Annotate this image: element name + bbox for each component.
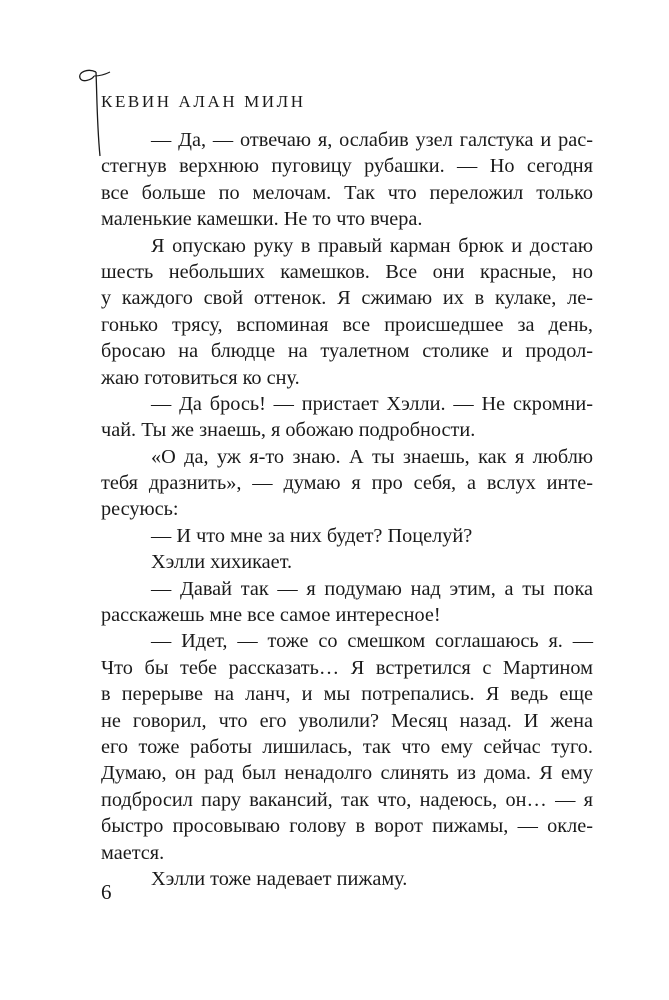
text-line: подбросил пару вакансий, так что, надеюсь, он… — я (101, 788, 593, 811)
text-line: гонько трясу, вспоминая все происшедшее за день, (101, 313, 593, 336)
page-number: 6 (101, 880, 112, 904)
text-line: «О да, уж я-то знаю. А ты знаешь, как я люблю (151, 445, 593, 468)
text-line: — Давай так — я подумаю над этим, а ты пока (151, 577, 593, 600)
text-line: ресуюсь: (101, 498, 179, 521)
text-line: Думаю, он рад был ненадолго слинять из дома. Я ему (101, 762, 593, 785)
text-line: в перерыве на ланч, и мы потрепались. Я ведь еще (101, 683, 593, 706)
text-line: чай. Ты же знаешь, я обожаю подробности. (101, 419, 476, 442)
text-line: его тоже работы лишилась, так что ему сейчас туго. (101, 735, 593, 758)
text-line: Я опускаю руку в правый карман брюк и достаю (151, 234, 593, 257)
text-line: мается. (101, 841, 165, 864)
text-line: — Да брось! — пристает Хэлли. — Не скромни- (151, 392, 593, 415)
text-line: — Идет, — тоже со смешком соглашаюсь я. — (151, 630, 593, 653)
running-header-author: КЕВИН АЛАН МИЛН (101, 92, 306, 111)
text-line: — Да, — отвечаю я, ослабив узел галстука и рас- (151, 129, 593, 151)
text-line: маленькие камешки. Не то что вчера. (101, 208, 423, 231)
text-line: все больше по мелочам. Так что переложил только (101, 181, 593, 204)
text-line: быстро просовываю голову в ворот пижамы, — окле- (101, 815, 593, 838)
text-line: — И что мне за них будет? Поцелуй? (151, 524, 473, 547)
text-line: тебя дразнить», — думаю я про себя, а вслух инте- (101, 472, 593, 495)
text-line: не говорил, что его уволили? Месяц назад. И жена (101, 709, 593, 732)
text-line: жаю готовиться ко сну. (101, 366, 300, 389)
text-line: расскажешь мне все самое интересное! (101, 604, 441, 627)
body-text (101, 127, 593, 892)
text-line: бросаю на блюдце на туалетном столике и продол- (101, 340, 593, 363)
text-line: у каждого свой оттенок. Я сжимаю их в кулаке, ле- (101, 287, 593, 310)
text-line: Что бы тебе рассказать… Я встретился с Мартином (101, 656, 593, 679)
text-line: стегнув верхнюю пуговицу рубашки. — Но сегодня (101, 155, 593, 178)
text-line: Хэлли тоже надевает пижаму. (151, 867, 408, 890)
text-line: шесть небольших камешков. Все они красные, но (101, 260, 593, 283)
text-line: Хэлли хихикает. (151, 551, 293, 574)
